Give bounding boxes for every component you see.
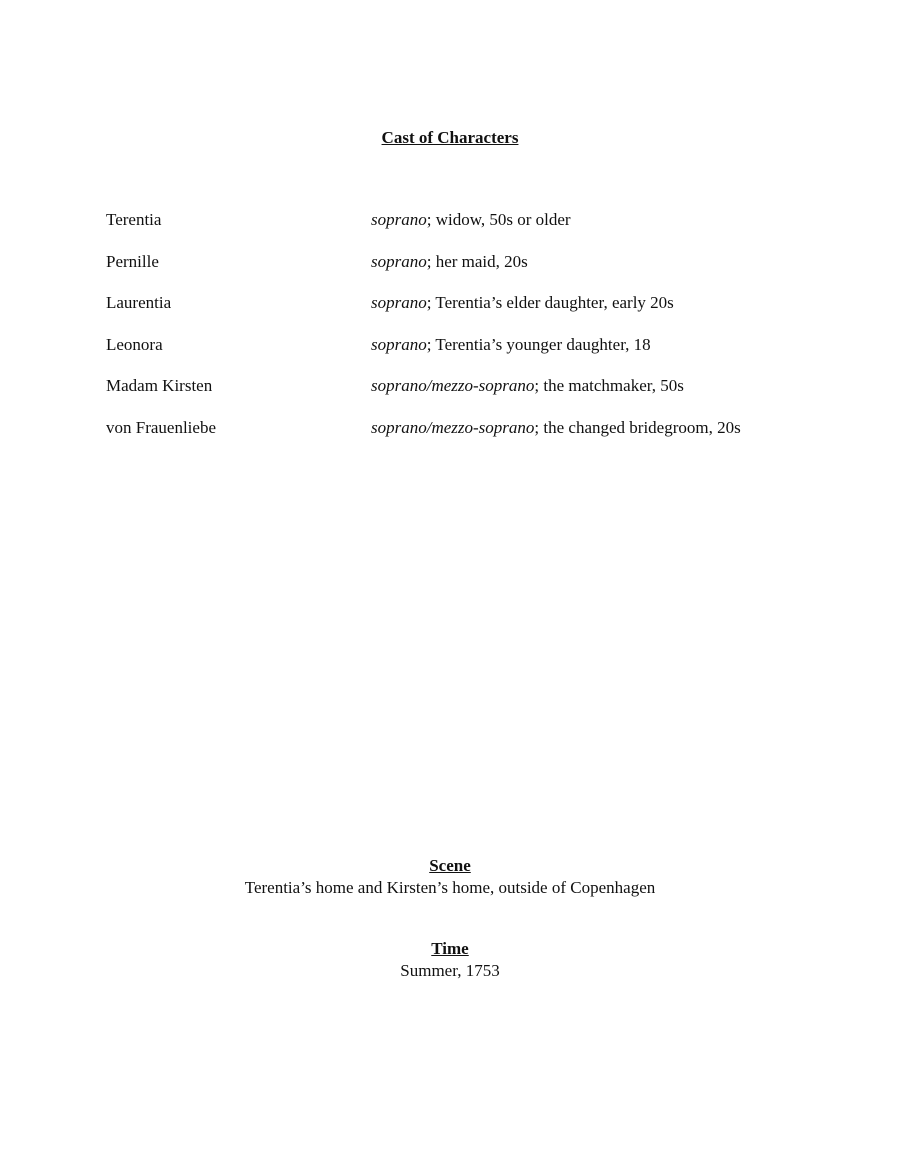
cast-list [106,210,866,460]
time-section [0,939,900,982]
character-name: Leonora [106,334,163,354]
character-name: Terentia [106,210,162,229]
character-name: Laurentia [106,293,172,313]
cast-row [106,210,866,252]
character-description [371,252,528,272]
character-description [371,210,571,230]
voice-type: soprano/mezzo-soprano [371,376,535,396]
character-description [371,293,674,313]
cast-row [106,335,866,377]
character-description [371,418,741,438]
character-name: Madam Kirsten [106,376,213,396]
time-text: Summer, 1753 [400,961,500,981]
cast-row [106,418,866,460]
character-details: ; her maid, 20s [426,251,528,271]
character-details: ; Terentia’s elder daughter, early 20s [426,293,674,313]
scene-section [0,856,900,899]
voice-type: soprano [371,210,427,229]
scene-heading: Scene [429,856,471,875]
voice-type: soprano [371,251,427,271]
cast-title: Cast of Characters [381,128,519,147]
cast-row [106,293,866,335]
time-heading: Time [431,939,469,958]
character-name: Pernille [106,251,159,271]
character-details: ; the matchmaker, 50s [534,376,684,396]
character-details: ; widow, 50s or older [426,210,571,229]
voice-type: soprano [371,334,427,354]
cast-row [106,376,866,418]
character-name: von Frauenliebe [106,417,216,437]
character-description [371,376,684,396]
scene-text: Terentia’s home and Kirsten’s home, outside of Copenhagen [244,878,656,898]
character-details: ; Terentia’s younger daughter, 18 [426,334,651,354]
voice-type: soprano/mezzo-soprano [371,417,535,437]
character-details: ; the changed bridegroom, 20s [534,417,741,437]
voice-type: soprano [371,293,427,313]
character-description [371,335,651,355]
cast-row [106,252,866,294]
